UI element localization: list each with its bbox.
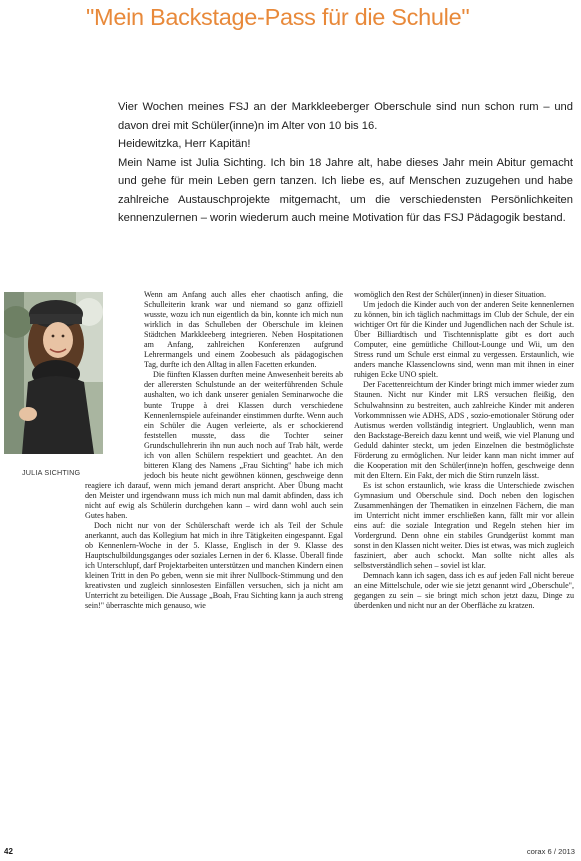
body-paragraph: Der Facettenreichtum der Kinder bringt mich immer wieder zum Staunen. Nicht nur Kinder mit LRS versuchen fleißig, den Schulwahnsinn zu bestreiten, auch zahlreiche Kinder mit anderen Vorkommnissen wie ADHS, ADS , sozio-emotionaler Störung oder Autismus werden vollständig integriert. Unglaublich, wenn man den Backstage-Bereich dazu kennt und weiß, wie viel Planung und Geduld dahinter steckt, um jeden Einzelnen die bestmöglichste Förderung zu ermöglichen. Nur leider kann man nicht immer auf die Kooperation mit den Schüler(inne)n hoffen, geschweige denn mit den Eltern. Ein Fakt, der mich die Stirn runzeln lässt. <box>354 380 574 480</box>
photo-spacer <box>85 290 144 479</box>
body-paragraph: Die fünften Klassen durften meine Anwesenheit bereits ab der allerersten Schulstunde an der weiterführenden Schule aushalten, wo ich dank unserer genialen Seminarwoche die bunte Truppe à drei Klassen durch verschiedene Kennenlernspiele aufeinander einstimmen durfte. Wenn auch ein Schüler die Augen verleierte, als er schockierend feststellen musste, dass die Tochter seiner Grundschullehrerin ihn nun auch noch auf Trab hält, werde ich von allen Schülern respektiert und geachtet. An den bitteren Klang des Namens „Frau Sichting" habe ich mich jedoch bis heute nicht gewöhnen können, geschweige denn reagiere ich darauf, wenn mich jemand derart anspricht. Aber Übung macht den Meister und irgendwann muss ich mich nun mal damit abfinden, dass ich nicht auf ewig als Schülerin durchgehen kann – wird dann wohl auch sein Gutes haben. <box>85 370 343 521</box>
article-intro <box>118 98 573 228</box>
photo-caption: JULIA SICHTING <box>22 468 81 477</box>
body-paragraph: womöglich den Rest der Schüler(innen) in dieser Situation. <box>354 290 546 299</box>
body-paragraph: Wenn am Anfang auch alles eher chaotisch anfing, die Schulleiterin krank war und niemand so ganz offiziell wusste, wozu ich nun eigentlich da bin, konnte ich mich nun wirklich in das Schulleben der Oberschule im kleinen Städtchen Markkleeberg integrieren. Neben Hospitationen am Anfang, zahlreichen Konferenzen aufgrund Lehrermangels und einem Zoobesuch als pädagogischen Tag, durfte ich den Alltag in allen Facetten erkunden. <box>144 290 343 370</box>
issue-label: corax 6 / 2013 <box>526 847 575 856</box>
article-title: "Mein Backstage-Pass für die Schule" <box>86 4 470 30</box>
body-paragraph: Um jedoch die Kinder auch von der anderen Seite kennenlernen zu können, bin ich täglich nachmittags im Club der Schule, der ein wichtiger Ort für die Kinder und Jugendlichen nach der Schule ist. Über Billiardtisch und Tischtennisplatte gibt es dort auch Computer, eine gemütliche Chillout-Lounge und Wii, um den Stress rund um Schule erst einmal zu vergessen. Erstaunlich, wie anders manche Klassenclowns sind, wenn man mit ihnen in einer ruhigen Ecke UNO spielt. <box>354 300 574 380</box>
article-column-left <box>85 290 343 612</box>
page-number: 42 <box>4 847 13 856</box>
article-column-right <box>354 290 574 612</box>
intro-paragraph: Mein Name ist Julia Sichting. Ich bin 18 Jahre alt, habe dieses Jahr mein Abitur gemacht und gehe für mein Leben gern tanzen. Ich liebe es, auf Menschen zuzugehen und habe zahlreiche Austauschprojekte mitgemacht, um die verschiedensten Persönlichkeiten kennenzulernen – worin wiederum auch meine Motivation für das FSJ Pädagogik bestand. <box>118 156 573 224</box>
body-paragraph: Demnach kann ich sagen, dass ich es auf jeden Fall nicht bereue an eine Mittelschule, oder wie sie jetzt genannt wird „Oberschule", gegangen zu sein – sie bringt mich schon jetzt dazu, Dinge zu überdenken und nicht nur an der Oberfläche zu kratzen. <box>354 571 574 611</box>
intro-paragraph: Heidewitzka, Herr Kapitän! <box>118 138 251 150</box>
body-paragraph: Es ist schon erstaunlich, wie krass die Unterschiede zwischen Gymnasium und Oberschule sind. Doch neben den logischen Zusammenhängen der Thematiken in einzelnen Fächern, die man im Unterricht nicht immer erschließen kann, fällt mir vor allein eins auf: die soziale Integration und Regeln stehen hier im Vordergrund. Denn ohne ein stabiles Grundgerüst kommt man sonst in den Klassen nicht weiter. Dies ist etwas, was mich zugleich fasziniert, aber auch schockt. Man sollte nicht alles als selbstverständlich sehen – soviel ist klar. <box>354 480 574 571</box>
body-paragraph: Doch nicht nur von der Schülerschaft werde ich als Teil der Schule anerkannt, auch das Kollegium hat mich in ihre Tätigkeiten eingespannt. Egal ob Kennenlern-Woche in der 5. Klasse, Englisch in der 9. Klasse des Hauptschulbildungsganges oder soziales Lernen in der 6. Klasse. Überall finde ich Unterschlupf, darf Projektarbeiten unterstützen und manchen Kindern einen kleinen Tritt in den Po geben, wenn sie mit ihrer Nullbock-Stimmung und den kreativsten und zugleich sinnlosesten Einfällen versuchen, sich ja nicht am Unterricht zu beteiligen. Die Aussage „Boah, Frau Sichting kann ja auch streng sein!" überraschte mich genauso, wie <box>85 521 343 611</box>
intro-paragraph: Vier Wochen meines FSJ an der Markkleeberger Oberschule sind nun schon rum – und davon drei mit Schüler(inne)n im Alter von 10 bis 16. <box>118 101 573 132</box>
